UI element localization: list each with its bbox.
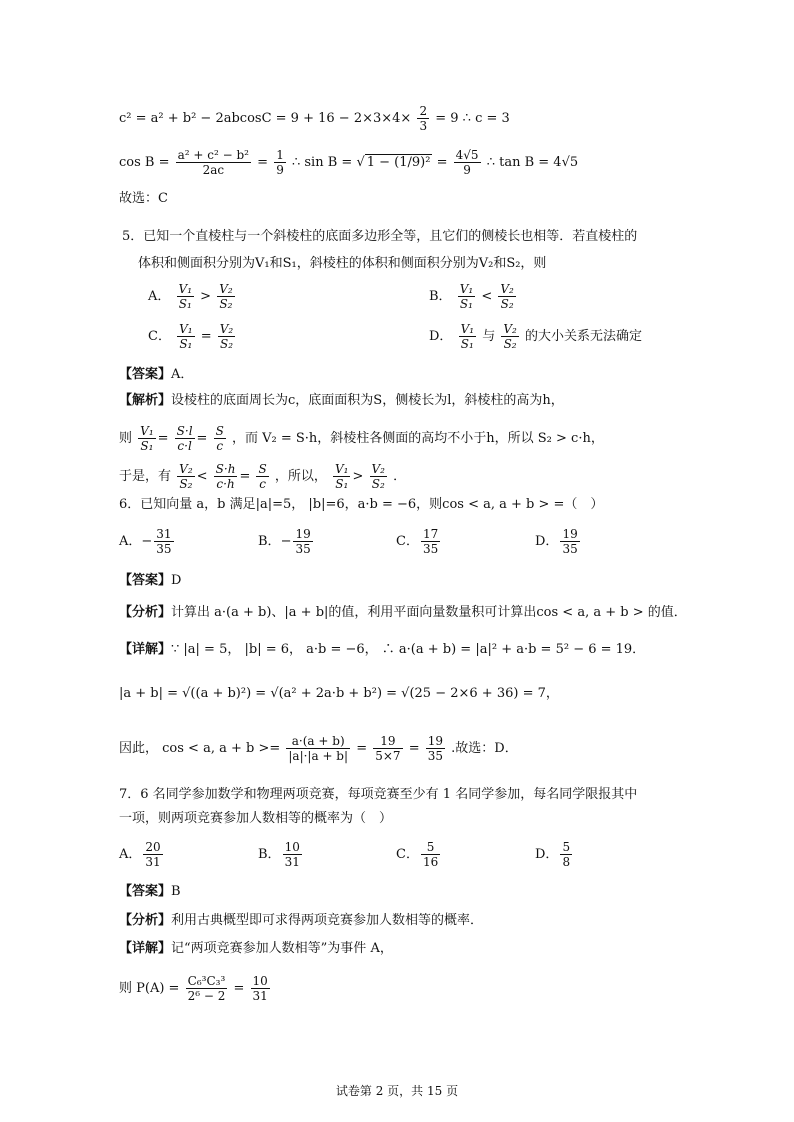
- q5-option-b: B． $\frac{\text{V₁}}{\text{S₁}}$ < $\frac{\text{V₂}}{\text{S₂}}$: [429, 282, 514, 311]
- q7-stem-1: 7．6 名同学参加数学和物理两项竞赛，每项竞赛至少有 1 名同学参加，每名同学限报其中: [119, 787, 638, 802]
- q6-xiangjie-3: 因此， cos < a, a + b >= $\frac{a\cdot(a + b)}{|a|\cdot|a + b|}$ = $\frac{19}{5\times 7}$ = $\frac{19}{35}$ .故选：D．: [119, 734, 518, 763]
- q6-answer: 【答案】D: [119, 573, 182, 588]
- law-of-cosines-line: [119, 104, 510, 133]
- q7-option-c: C． $\frac{5}{16}$: [396, 840, 439, 869]
- q5-analysis-3: 于是，有 $\frac{\text{V₂}}{\text{S₂}}$ < $\frac{S\cdot h}{c\cdot h}$ = $\frac{S}{c}$ ，所以， $\frac{\text{V₁}}{\text{S₁}}$ > $\frac{\text{V₂}}{\text{S₂}}$ ．: [119, 462, 407, 491]
- q6-xiangjie-1: 【详解】∵ |a| = 5， |b| = 6， a·b = −6， ∴ a·(a + b) = |a|² + a·b = 5² − 6 = 19．: [119, 642, 646, 657]
- q6-option-a: A．− $\frac{31}{35}$: [119, 527, 172, 556]
- q6-option-d: D． $\frac{19}{35}$: [535, 527, 578, 556]
- cosB-fraction: $\frac{\text{a² + c² − b²}}{2ac}$: [177, 148, 249, 177]
- q5-answer: 【答案】A．: [119, 367, 194, 382]
- q6-stem: 6．已知向量 a，b 满足|a|=5， |b|=6，a·b = −6，则cos < a, a + b > =（ ）: [119, 497, 604, 512]
- q5-option-d: D． $\frac{\text{V₁}}{\text{S₁}}$ 与 $\frac{\text{V₂}}{\text{S₂}}$ 的大小关系无法确定: [429, 322, 642, 351]
- q5-analysis-1: 【解析】设棱柱的底面周长为c，底面面积为S，侧棱长为l，斜棱柱的高为h，: [119, 393, 564, 408]
- q5-option-a: A． $\frac{\text{V₁}}{\text{S₁}}$ > $\frac{\text{V₂}}{\text{S₂}}$: [148, 282, 233, 311]
- q7-fenxi: 【分析】利用古典概型即可求得两项竞赛参加人数相等的概率．: [119, 913, 484, 928]
- q5-analysis-2: 则 $\frac{\text{V₁}}{\text{S₁}}$ = $\frac{S\cdot l}{c\cdot l}$ = $\frac{S}{c}$ ，而 V₂ = S·h，斜棱柱各侧面的高均不小于h，所以 S₂ > c·h，: [119, 424, 604, 453]
- q7-xiangjie-2: 则 P(A) = $\frac{\text{C₆³C₃³}}{\text{2⁶ − 2}}$ = $\frac{10}{31}$: [119, 974, 268, 1003]
- law-cos-end: = 9 ∴ c = 3: [435, 111, 510, 126]
- cosB-line: cos B = $\frac{\text{a² + c² − b²}}{2ac}$ = $\frac{1}{9}$ ∴ sin B = √ 1 − (1/9)² = $\frac{4√5}{9}$ ∴ tan B = 4√5: [119, 148, 579, 177]
- q6-option-b: B．− $\frac{19}{35}$: [258, 527, 311, 556]
- page-footer: 试卷第 2 页，共 15 页: [335, 1084, 459, 1098]
- q7-stem-2: 一项，则两项竞赛参加人数相等的概率为（ ）: [119, 811, 393, 826]
- cosB-eq: =: [257, 155, 269, 170]
- tanB-text: ∴ tan B = 4√5: [486, 155, 579, 170]
- q7-option-a: A． $\frac{20}{31}$: [119, 840, 161, 869]
- q7-xiangjie-1: 【详解】记“两项竞赛参加人数相等”为事件 A，: [119, 941, 393, 956]
- cosB-value: $\frac{1}{9}$: [276, 148, 284, 177]
- sqrt-sign-icon: √: [356, 155, 365, 170]
- q6-xiangjie-2: |a + b| = √((a + b)²) = √(a² + 2a·b + b²) = √(25 − 2×6 + 36) = 7，: [119, 686, 559, 701]
- law-cos-fraction: $\frac{2}{3}$: [419, 104, 428, 133]
- q6-fenxi: 【分析】计算出 a·(a + b)、|a + b|的值，利用平面向量数量积可计算出cos < a, a + b > 的值．: [119, 605, 687, 620]
- q5-stem-1: 5．已知一个直棱柱与一个斜棱柱的底面多边形全等，且它们的侧棱长也相等．若直棱柱的: [122, 229, 638, 244]
- cosB-prefix: cos B =: [119, 155, 170, 170]
- law-cos-text: c² = a² + b² − 2abcosC = 9 + 16 − 2×3×4×: [119, 111, 412, 126]
- q7-answer: 【答案】B: [119, 884, 181, 899]
- q7-option-d: D． $\frac{5}{8}$: [535, 840, 571, 869]
- sinB-text: ∴ sin B =: [291, 155, 353, 170]
- q7-option-b: B． $\frac{10}{31}$: [258, 840, 300, 869]
- q5-option-c: C． $\frac{\text{V₁}}{\text{S₁}}$ = $\frac{\text{V₂}}{\text{S₂}}$: [148, 322, 234, 351]
- q6-option-c: C． $\frac{17}{35}$: [396, 527, 439, 556]
- top-choice: 故选：C: [119, 191, 168, 206]
- sinB-radicand: 1 − (1/9)²: [366, 155, 431, 170]
- q5-stem-2: 体积和侧面积分别为V₁和S₁，斜棱柱的体积和侧面积分别为V₂和S₂，则: [138, 256, 547, 271]
- sinB-value: $\frac{4√5}{9}$: [455, 148, 479, 177]
